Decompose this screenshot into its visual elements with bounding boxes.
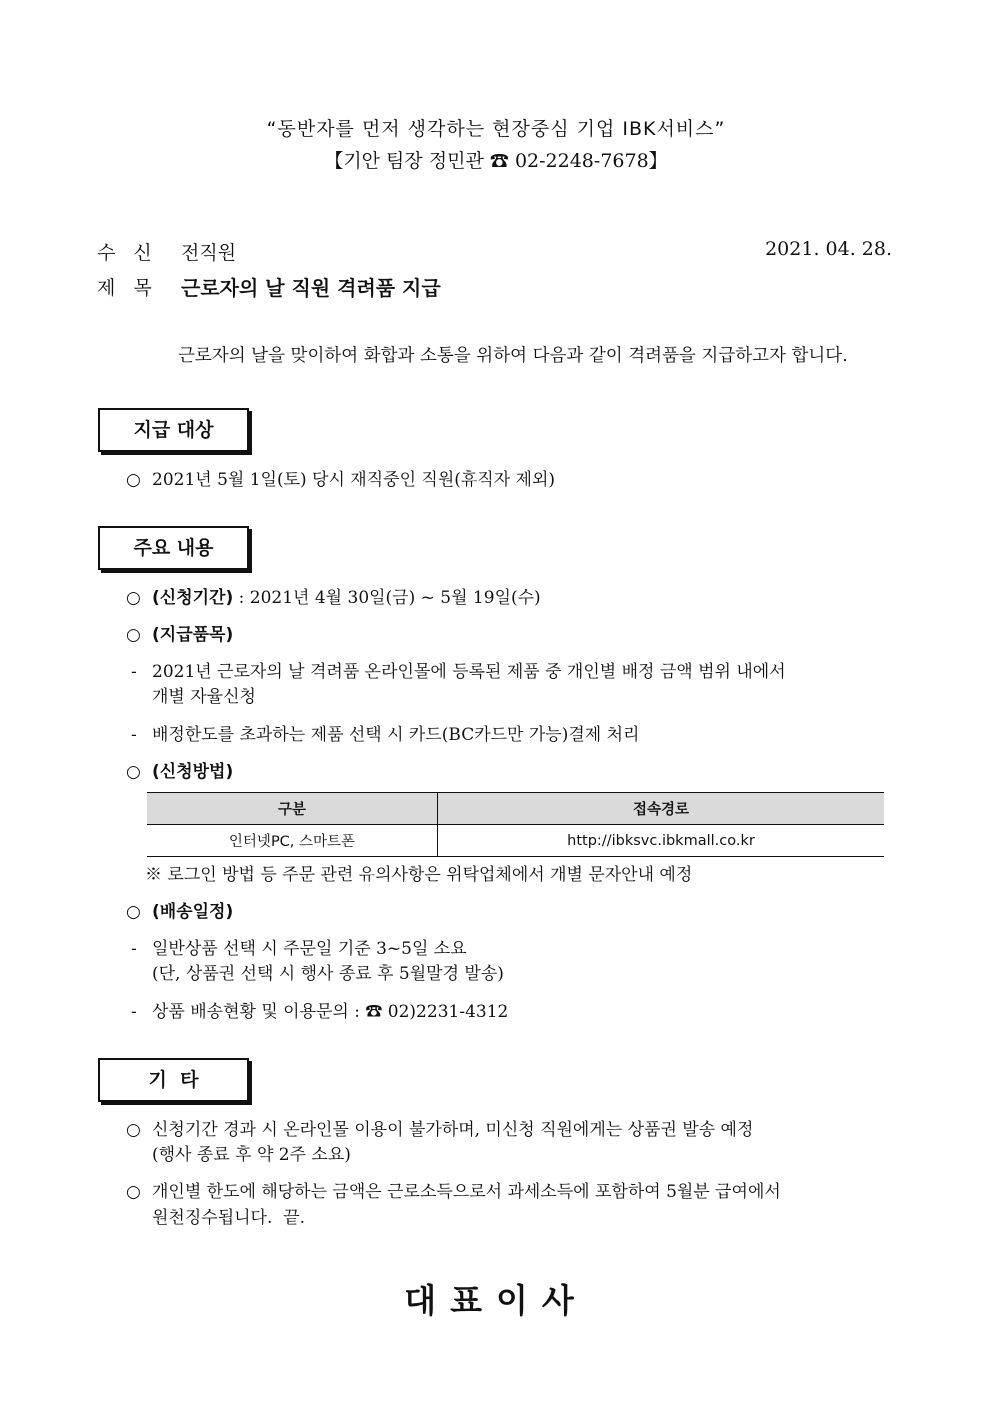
method-label: (신청방법)	[152, 762, 234, 782]
bullet-icon: ○	[126, 1120, 141, 1140]
slogan: “동반자를 먼저 생각하는 현장중심 기업 IBK서비스”	[266, 118, 726, 140]
method-note: ※ 로그인 방법 등 주문 관련 유의사항은 위탁업체에서 개별 문자안내 예정	[145, 865, 693, 885]
dash-marker: -	[131, 662, 137, 682]
signature: 대표이사	[404, 1281, 588, 1320]
dash-marker: -	[131, 1002, 137, 1022]
other-item1-line1: 신청기간 경과 시 온라인몰 이용이 불가하며, 미신청 직원에게는 상품권 발송 예정	[152, 1120, 754, 1140]
period-value: : 2021년 4월 30일(금) ~ 5월 19일(수)	[233, 588, 541, 608]
section-title-main: 주요 내용	[98, 526, 249, 570]
bullet-icon: ○	[126, 902, 141, 922]
items-label: (지급품목)	[152, 625, 234, 645]
items-dash1-line1: 2021년 근로자의 날 격려품 온라인몰에 등록된 제품 중 개인별 배정 금액 범위 내에서	[152, 662, 786, 682]
target-item: 2021년 5월 1일(토) 당시 재직중인 직원(휴직자 제외)	[152, 470, 556, 490]
dash-marker: -	[131, 939, 137, 959]
items-dash1-line2: 개별 자율신청	[152, 687, 256, 707]
items-dash2: 배정한도를 초과하는 제품 선택 시 카드(BC카드만 가능)결제 처리	[152, 725, 640, 745]
delivery-label: (배송일정)	[152, 902, 234, 922]
section-title-target: 지급 대상	[98, 408, 249, 452]
bullet-icon: ○	[126, 762, 141, 782]
other-item2-line1: 개인별 한도에 해당하는 금액은 근로소득으로서 과세소득에 포함하여 5월분 급여에서	[152, 1182, 781, 1202]
subject-title: 근로자의 날 직원 격려품 지급	[181, 276, 441, 300]
bullet-icon: ○	[126, 588, 141, 608]
bullet-icon: ○	[126, 470, 141, 490]
bullet-icon: ○	[126, 625, 141, 645]
delivery-dash1-line2: (단, 상품권 선택 시 행사 종료 후 5월말경 발송)	[152, 964, 504, 984]
recipient-label: 수 신	[97, 242, 154, 264]
table-header-path: 접속경로	[438, 793, 885, 825]
drafter-info: 【기안 팀장 정민관 ☎ 02-2248-7678】	[324, 150, 668, 172]
dash-marker: -	[131, 725, 137, 745]
delivery-dash2: 상품 배송현황 및 이용문의 : ☎ 02)2231-4312	[152, 1002, 509, 1022]
table-cell-device: 인터넷PC, 스마트폰	[147, 825, 438, 857]
other-item1-line2: (행사 종료 후 약 2주 소요)	[152, 1145, 351, 1165]
bullet-icon: ○	[126, 1182, 141, 1202]
section-title-other: 기 타	[98, 1058, 249, 1102]
table-header-category: 구분	[147, 793, 438, 825]
table-header-row	[147, 793, 884, 825]
period-line	[152, 586, 541, 610]
other-item2-line2: 원천징수됩니다. 끝.	[152, 1208, 305, 1228]
intro-paragraph: 근로자의 날을 맞이하여 화합과 소통을 위하여 다음과 같이 격려품을 지급하고자 합니다.	[178, 346, 848, 366]
subject-label: 제 목	[97, 277, 154, 299]
period-label: (신청기간)	[152, 588, 234, 608]
delivery-dash1-line1: 일반상품 선택 시 주문일 기준 3~5일 소요	[152, 939, 467, 959]
recipient-value: 전직원	[181, 242, 237, 264]
access-table	[147, 792, 884, 857]
table-cell-url[interactable]: http://ibksvc.ibkmall.co.kr	[438, 825, 885, 857]
document-date: 2021. 04. 28.	[765, 238, 892, 260]
table-row	[147, 825, 884, 857]
